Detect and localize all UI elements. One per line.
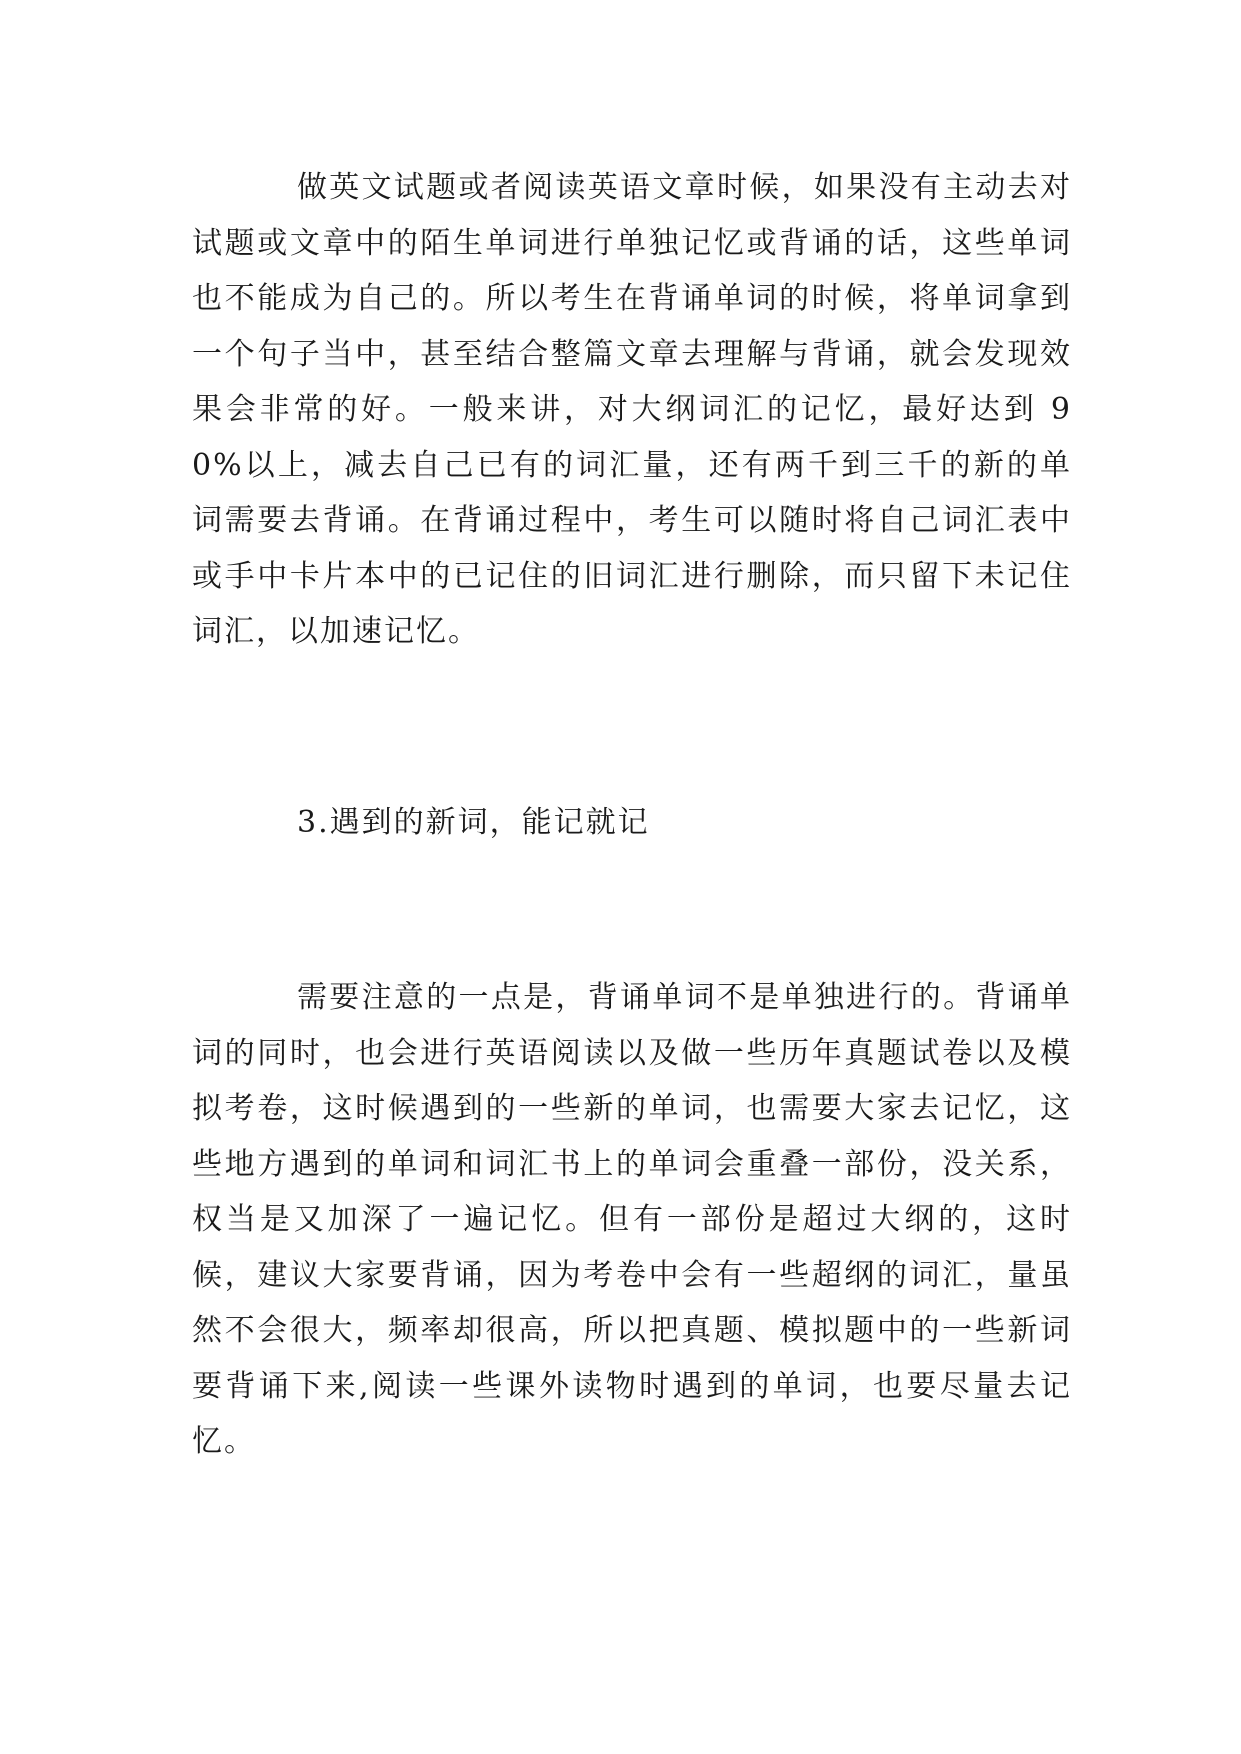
- body-paragraph-1: 做英文试题或者阅读英语文章时候，如果没有主动去对试题或文章中的陌生单词进行单独记忆或背诵的话，这些单词也不能成为自己的。所以考生在背诵单词的时候，将单词拿到一个句子当中，甚至结合整篇文章去理解与背诵，就会发现效果会非常的好。一般来讲，对大纲词汇的记忆，最好达到 90%以上，减去自己已有的词汇量，还有两千到三千的新的单词需要去背诵。在背诵过程中，考生可以随时将自己词汇表中或手中卡片本中的已记住的旧词汇进行删除，而只留下未记住词汇，以加速记忆。: [192, 170, 1072, 649]
- section-heading: 3.遇到的新词，能记就记: [297, 805, 650, 840]
- body-paragraph-2: 需要注意的一点是，背诵单词不是单独进行的。背诵单词的同时，也会进行英语阅读以及做一些历年真题试卷以及模拟考卷，这时候遇到的一些新的单词，也需要大家去记忆，这些地方遇到的单词和词汇书上的单词会重叠一部份，没关系，权当是又加深了一遍记忆。但有一部份是超过大纲的，这时候，建议大家要背诵，因为考卷中会有一些超纲的词汇，量虽然不会很大，频率却很高，所以把真题、模拟题中的一些新词要背诵下来,阅读一些课外读物时遇到的单词，也要尽量去记忆。: [192, 980, 1072, 1459]
